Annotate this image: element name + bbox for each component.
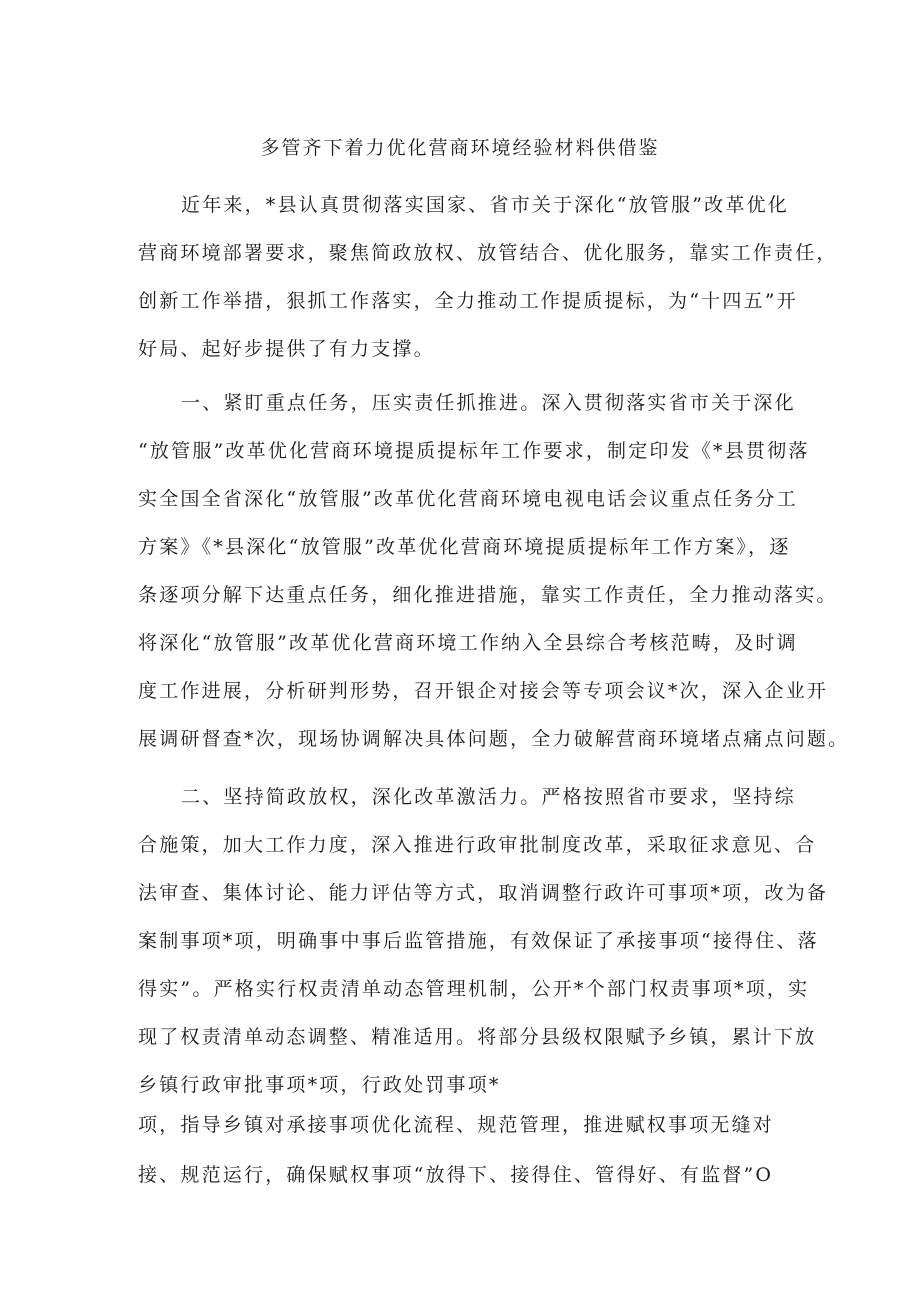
paragraph-3-line-5: 得实”。严格实行权责清单动态管理机制，公开*个部门权责事项*项，实 [138,978,810,1000]
paragraph-1-line-3: 创新工作举措，狠抓工作落实，全力推动工作提质提标，为“十四五”开 [138,290,798,312]
paragraph-3-line-7: 乡镇行政审批事项*项，行政处罚事项* [138,1074,501,1096]
paragraph-3-line-1: 二、坚持简政放权，深化改革激活力。严格按照省市要求，坚持综 [181,786,796,808]
paragraph-1-line-2: 营商环境部署要求，聚焦简政放权、放管结合、优化服务，靠实工作责任， [138,242,838,264]
paragraph-2-line-6: 将深化“放管服”改革优化营商环境工作纳入全县综合考核范畴，及时调 [138,632,798,654]
paragraph-3-line-6: 现了权责清单动态调整、精准适用。将部分县级权限赋予乡镇，累计下放 [138,1026,817,1048]
paragraph-2-line-7: 度工作进展，分析研判形势，召开银企对接会等专项会议*次，深入企业开 [138,680,829,702]
paragraph-1-line-4: 好局、起好步提供了有力支撑。 [138,338,435,360]
paragraph-3-line-3: 法审查、集体讨论、能力评估等方式，取消调整行政许可事项*项，改为备 [138,882,829,904]
paragraph-3-line-9: 接、规范运行，确保赋权事项“放得下、接得住、管得好、有监督”O [138,1164,774,1186]
paragraph-3-line-8: 项，指导乡镇对承接事项优化流程、规范管理，推进赋权事项无缝对 [138,1114,775,1136]
paragraph-2-line-5: 条逐项分解下达重点任务，细化推进措施，靠实工作责任，全力推动落实。 [138,584,838,606]
paragraph-1-line-1: 近年来，*县认真贯彻落实国家、省市关于深化“放管服”改革优化 [181,194,789,216]
paragraph-2-line-2: “放管服”改革优化营商环境提质提标年工作要求，制定印发《*县贯彻落 [138,440,810,462]
document-title: 多管齐下着力优化营商环境经验材料供借鉴 [260,137,660,159]
paragraph-3-line-2: 合施策，加大工作力度，深入推进行政审批制度改革，采取征求意见、合 [138,834,817,856]
paragraph-2-line-1: 一、紧盯重点任务，压实责任抓推进。深入贯彻落实省市关于深化 [181,392,796,414]
paragraph-2-line-8: 展调研督查*次，现场协调解决具体问题，全力破解营商环境堵点痛点问题。 [138,728,850,750]
paragraph-2-line-4: 方案》《*县深化“放管服”改革优化营商环境提质提标年工作方案》，逐 [138,536,791,558]
paragraph-2-line-3: 实全国全省深化“放管服”改革优化营商环境电视电话会议重点任务分工 [138,488,798,510]
paragraph-3-line-4: 案制事项*项，明确事中事后监管措施，有效保证了承接事项“接得住、落 [138,930,819,952]
